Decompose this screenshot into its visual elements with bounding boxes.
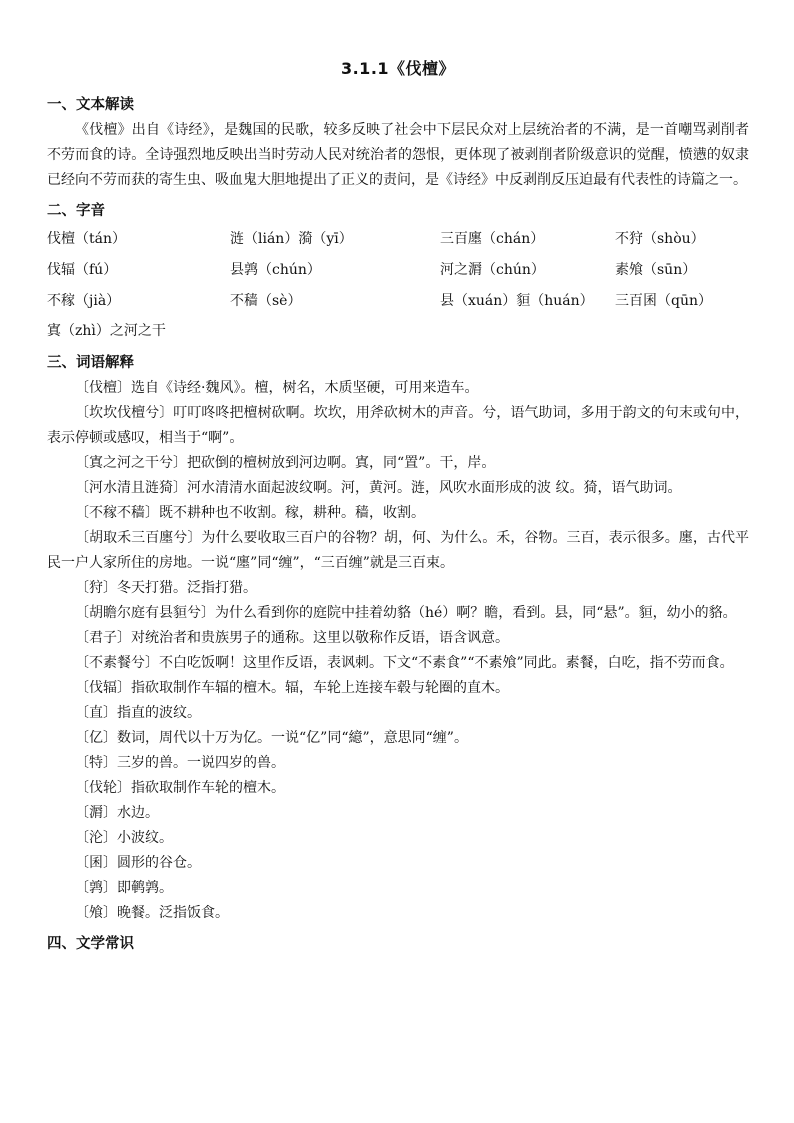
glossary-item: 〔胡取禾三百廛兮〕为什么要收取三百户的谷物？胡，何、为什么。禾，谷物。三百，表示很多。廛，古代平民一户人家所住的房地。一说“廛”同“缠”，“三百缠”就是三百束。 bbox=[47, 530, 749, 571]
glossary-item: 〔坎坎伐檀兮〕叮叮咚咚把檀树砍啊。坎坎，用斧砍树木的声音。兮，语气助词，多用于韵文的句末或句中，表示停顿或感叹，相当于“啊”。 bbox=[47, 405, 749, 446]
glossary-item: 〔飧〕晚餐。泛指饭食。 bbox=[75, 905, 229, 921]
glossary-item: 〔胡瞻尔庭有县貆兮〕为什么看到你的庭院中挂着幼貉（hé）啊？瞻，看到。县，同“悬”。貆，幼小的貉。 bbox=[75, 605, 737, 621]
pronunciation-item: 县鹑（chún） bbox=[230, 262, 321, 278]
pronunciation-grid bbox=[47, 224, 749, 317]
glossary-item: 〔寘之河之干兮〕把砍倒的檀树放到河边啊。寘，同“置”。干，岸。 bbox=[75, 455, 496, 471]
pronunciation-item: 不穑（sè） bbox=[230, 293, 302, 309]
pronunciation-item: 涟（lián）漪（yī） bbox=[230, 231, 353, 247]
section-heading-text-reading: 一、文本解读 bbox=[47, 97, 134, 113]
pronunciation-item: 三百囷（qūn） bbox=[615, 293, 712, 309]
glossary-item: 〔直〕指直的波纹。 bbox=[75, 705, 201, 721]
document-page bbox=[47, 56, 749, 957]
glossary-item: 〔狩〕冬天打猎。泛指打猎。 bbox=[75, 580, 257, 596]
pronunciation-item: 素飧（sūn） bbox=[615, 262, 697, 278]
glossary-item: 〔沦〕小波纹。 bbox=[75, 830, 173, 846]
pronunciation-item: 河之漘（chún） bbox=[440, 262, 545, 278]
glossary-item: 〔伐辐〕指砍取制作车辐的檀木。辐，车轮上连接车毂与轮圈的直木。 bbox=[75, 680, 509, 696]
glossary-item: 〔鹑〕即鹌鹑。 bbox=[75, 880, 173, 896]
section-heading-glossary: 三、词语解释 bbox=[47, 355, 134, 371]
glossary-item: 〔不素餐兮〕不白吃饭啊！这里作反语，表讽刺。下文“不素食”“不素飧”同此。素餐，白吃，指不劳而食。 bbox=[75, 655, 734, 671]
glossary-item: 〔漘〕水边。 bbox=[75, 805, 159, 821]
pronunciation-item: 不狩（shòu） bbox=[615, 231, 705, 247]
text-reading-paragraph: 《伐檀》出自《诗经》，是魏国的民歌，较多反映了社会中下层民众对上层统治者的不满，是一首嘲骂剥削者不劳而食的诗。全诗强烈地反映出当时劳动人民对统治者的怨恨，更体现了被剥削者阶级意识的觉醒，愤懑的奴隶已经向不劳而获的寄生虫、吸血鬼大胆地提出了正义的责问，是《诗经》中反剥削反压迫最有代表性的诗篇之一。 bbox=[47, 122, 749, 188]
section-heading-literary-knowledge: 四、文学常识 bbox=[47, 936, 134, 952]
glossary-item: 〔不稼不穑〕既不耕种也不收割。稼，耕种。穑，收割。 bbox=[75, 505, 425, 521]
glossary-item: 〔伐轮〕指砍取制作车轮的檀木。 bbox=[75, 780, 285, 796]
pronunciation-item: 伐檀（tán） bbox=[47, 231, 126, 247]
pronunciation-item-last: 寘（zhì）之河之干 bbox=[47, 323, 166, 339]
section-heading-pronunciation: 二、字音 bbox=[47, 203, 105, 219]
glossary-list bbox=[47, 376, 749, 926]
pronunciation-item: 县（xuán）貆（huán） bbox=[440, 293, 594, 309]
glossary-item: 〔亿〕数词，周代以十万为亿。一说“亿”同“繶”，意思同“缠”。 bbox=[75, 730, 468, 746]
pronunciation-item: 三百廛（chán） bbox=[440, 231, 545, 247]
glossary-item: 〔囷〕圆形的谷仓。 bbox=[75, 855, 201, 871]
glossary-item: 〔特〕三岁的兽。一说四岁的兽。 bbox=[75, 755, 285, 771]
pronunciation-item: 伐辐（fú） bbox=[47, 262, 118, 278]
pronunciation-item: 不稼（jià） bbox=[47, 293, 121, 309]
glossary-item: 〔伐檀〕选自《诗经·魏风》。檀，树名，木质坚硬，可用来造车。 bbox=[75, 380, 479, 396]
glossary-item: 〔君子〕对统治者和贵族男子的通称。这里以敬称作反语，语含讽意。 bbox=[75, 630, 509, 646]
glossary-item: 〔河水清且涟猗〕河水清清水面起波纹啊。河，黄河。涟，风吹水面形成的波 纹。猗，语气助词。 bbox=[75, 480, 682, 496]
page-title: 3.1.1《伐檀》 bbox=[340, 59, 456, 78]
